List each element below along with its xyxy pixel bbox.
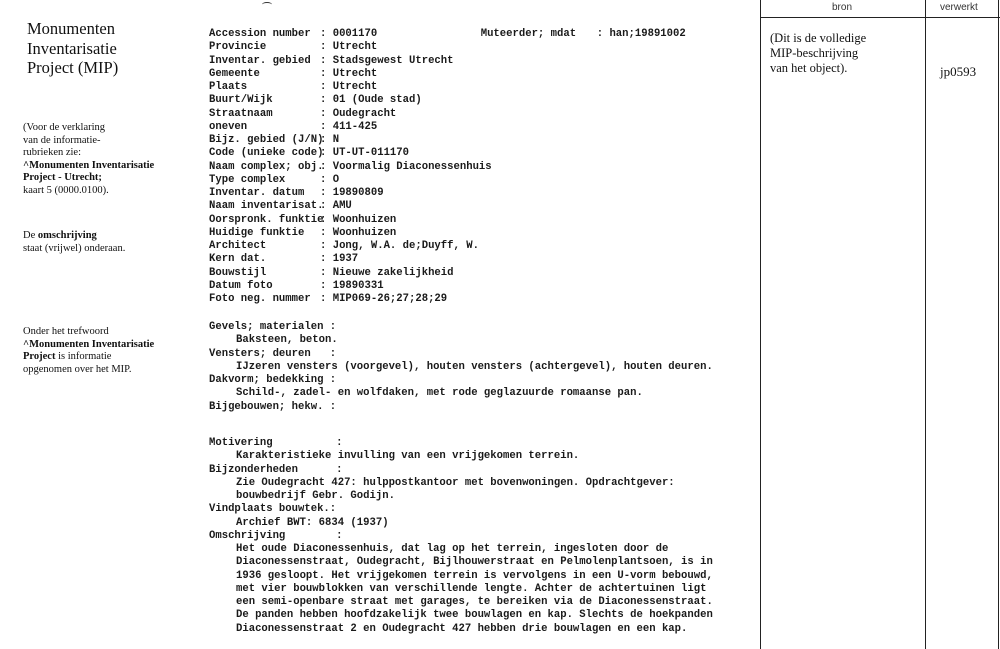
field-value: UT-UT-011170 (332, 147, 410, 160)
field-value: Oudegracht (332, 107, 397, 120)
column-divider (998, 0, 999, 649)
section-text: Schild-, zadel- en wolfdaken, met rode geglazuurde romaanse pan. (236, 387, 643, 400)
field-colon: : (320, 293, 333, 305)
section-text: Karakteristieke invulling van een vrijgekomen terrein. (236, 450, 580, 463)
field-row (209, 200, 686, 213)
column-divider (760, 0, 761, 649)
field-row (209, 147, 686, 160)
note-line: (Voor de verklaring (23, 122, 106, 133)
column-header-bron: bron (832, 2, 853, 13)
section-text: Het oude Diaconessenhuis, dat lag op het terrein, ingesloten door de (236, 543, 669, 555)
field-row (209, 161, 686, 174)
bron-note (770, 31, 866, 76)
field-value: Utrecht (332, 81, 378, 93)
field-row (209, 41, 686, 54)
field-value: Jong, W.A. de;Duyff, W. (332, 240, 479, 252)
field-label: Bouwstijl (209, 266, 267, 279)
note-text: De (23, 230, 38, 241)
field-value: O (332, 173, 340, 186)
field-label: Naam complex; obj. (209, 160, 324, 173)
field-row (209, 187, 686, 200)
header-divider (760, 17, 1000, 18)
field-row (209, 267, 686, 280)
field-colon: : (320, 173, 333, 186)
field-label: Foto neg. nummer (209, 293, 311, 305)
field-colon: : (320, 81, 333, 93)
column-header-verwerkt: verwerkt (940, 2, 978, 13)
section-text: Zie Oudegracht 427: hulppostkantoor met bovenwoningen. Opdrachtgever: (236, 476, 675, 489)
field-row (209, 227, 686, 240)
field-colon: : (320, 266, 333, 279)
field-label: Plaats (209, 81, 248, 93)
bron-line: van het object). (770, 61, 848, 75)
field-colon: : (320, 54, 333, 67)
field-colon: : (320, 200, 333, 213)
bron-line: MIP-beschrijving (770, 46, 859, 60)
field-value: N (332, 134, 340, 146)
note-line: Onder het trefwoord (23, 326, 109, 337)
description-note (23, 230, 125, 255)
field-label: Huidige funktie (209, 226, 305, 239)
section-text: Baksteen, beton. (236, 334, 338, 347)
field-colon: : (320, 160, 333, 173)
field-row (209, 253, 686, 266)
note-line: van de informatie- (23, 134, 101, 146)
field-label: Code (unieke code) (209, 147, 324, 160)
field-colon: : (320, 213, 333, 226)
field-row (209, 134, 686, 147)
reference-link: ^Monumenten Inventarisatie (23, 338, 155, 350)
field-row (209, 214, 686, 227)
field-colon: : (320, 67, 333, 80)
section-text: bouwbedrijf Gebr. Godijn. (236, 490, 395, 502)
note-line: kaart 5 (0000.0100). (23, 184, 109, 196)
section-heading: Motivering : (209, 437, 343, 449)
section-heading: Dakvorm; bedekking : (209, 374, 337, 386)
bron-line: (Dit is de volledige (770, 31, 867, 45)
title-line: Inventarisatie (27, 38, 117, 58)
verwerkt-code: jp0593 (940, 64, 977, 79)
field-colon: : (320, 240, 333, 252)
field-colon: : (320, 253, 333, 266)
field-colon: : (320, 134, 333, 146)
field-label: Buurt/Wijk (209, 94, 273, 107)
field-label: Naam inventarisat. (209, 200, 324, 213)
record-fields (209, 28, 686, 306)
section-heading: Vensters; deuren : (209, 347, 337, 360)
field-label: Accession number (209, 28, 311, 40)
note-bold: omschrijving (37, 230, 97, 241)
reference-link: Project - Utrecht; (23, 172, 102, 184)
field-value: Woonhuizen (332, 226, 397, 239)
field-label: Straatnaam (209, 107, 273, 120)
field-row (209, 81, 686, 94)
field-row (209, 94, 686, 107)
field-row (209, 280, 686, 293)
field-label: Inventar. gebied (209, 54, 311, 67)
field-value: 19890809 (332, 187, 384, 199)
reference-link: Project (23, 351, 56, 363)
field-label: Provincie (209, 41, 267, 54)
field-row (209, 293, 686, 306)
field-label: Kern dat. (209, 253, 267, 266)
field-colon: : (320, 107, 333, 120)
field-colon: : (320, 147, 333, 160)
field-colon: : (320, 226, 333, 239)
field-value: 01 (Oude stad) (332, 94, 422, 107)
field-colon: : (320, 41, 333, 54)
field-row (209, 174, 686, 187)
field-value: 0001170 (332, 28, 378, 40)
field-label: Oorspronk. funktie (209, 213, 324, 226)
reference-link: ^Monumenten Inventarisatie (23, 159, 155, 171)
field-row (209, 121, 686, 134)
field-value: han;19891002 (609, 28, 686, 40)
field-value: Utrecht (332, 67, 378, 80)
field-colon: : (320, 94, 333, 107)
field-value: AMU (332, 200, 352, 213)
section-heading: Bijgebouwen; hekw. : (209, 400, 337, 413)
field-row (209, 68, 686, 81)
field-value: 19890331 (332, 279, 384, 292)
field-label: oneven (209, 120, 248, 133)
field-label: Muteerder; mdat (480, 28, 577, 40)
field-value: Voormalig Diaconessenhuis (332, 160, 492, 173)
field-colon: : (596, 28, 610, 40)
field-label: Architect (209, 240, 267, 252)
document-title (27, 19, 118, 78)
section-text: IJzeren vensters (voorgevel), houten vensters (achtergevel), houten deuren. (236, 360, 713, 373)
note-line: staat (vrijwel) onderaan. (23, 242, 126, 254)
field-label: Inventar. datum (209, 187, 305, 199)
column-divider (925, 0, 926, 649)
field-value: 1937 (332, 253, 359, 266)
record-sections-2 (209, 437, 713, 636)
title-line: Monumenten (27, 19, 115, 38)
field-label: Datum foto (209, 279, 273, 292)
field-value: Nieuwe zakelijkheid (332, 266, 454, 279)
field-colon: : (320, 120, 333, 133)
record-sections-1 (209, 321, 713, 414)
field-value: MIP069-26;27;28;29 (332, 293, 448, 305)
field-row (209, 240, 686, 253)
explanation-note (23, 122, 154, 198)
field-colon: : (320, 187, 333, 199)
section-text: Archief BWT: 6834 (1937) (236, 516, 389, 529)
field-row (209, 108, 686, 121)
section-heading: Gevels; materialen : (209, 321, 337, 333)
field-colon: : (320, 279, 333, 292)
field-value: 411-425 (332, 120, 378, 133)
title-line: Project (MIP) (27, 58, 119, 77)
field-label: Bijz. gebied (J/N) (209, 134, 324, 146)
scan-mark (262, 2, 272, 7)
keyword-note (23, 326, 154, 376)
section-text: Diaconessenstraat, Oudegracht, Bijlhouwerstraat en Pelmolenplantsoen, is in (236, 556, 713, 569)
field-label: Type complex (209, 173, 286, 186)
field-value: Woonhuizen (332, 213, 397, 226)
field-value: Utrecht (332, 41, 378, 54)
field-colon: : (320, 28, 333, 40)
section-heading: Vindplaats bouwtek.: (209, 503, 337, 516)
field-label: Gemeente (209, 67, 260, 80)
section-text: een semi-openbare straat met garages, te bereiken via de Diaconessenstraat. (236, 596, 713, 608)
section-heading: Bijzonderheden : (209, 463, 343, 476)
field-row (209, 55, 686, 68)
section-text: De panden hebben hoofdzakelijk twee bouwlagen en kap. Slechts de hoekpanden (236, 609, 713, 622)
section-text: met vier bouwblokken van verschillende lengte. Achter de achtertuinen ligt (236, 582, 707, 595)
note-line: rubrieken zie: (23, 147, 82, 159)
note-text: is informatie (55, 351, 112, 363)
field-row (209, 28, 686, 41)
section-text: Diaconessenstraat 2 en Oudegracht 427 hebben drie bouwlagen en een kap. (236, 622, 688, 635)
note-line: opgenomen over het MIP. (23, 363, 132, 375)
field-value: Stadsgewest Utrecht (332, 54, 454, 67)
section-text: 1936 gesloopt. Het vrijgekomen terrein is vervolgens in een U-vorm bebouwd, (236, 569, 713, 582)
section-heading: Omschrijving : (209, 529, 343, 542)
